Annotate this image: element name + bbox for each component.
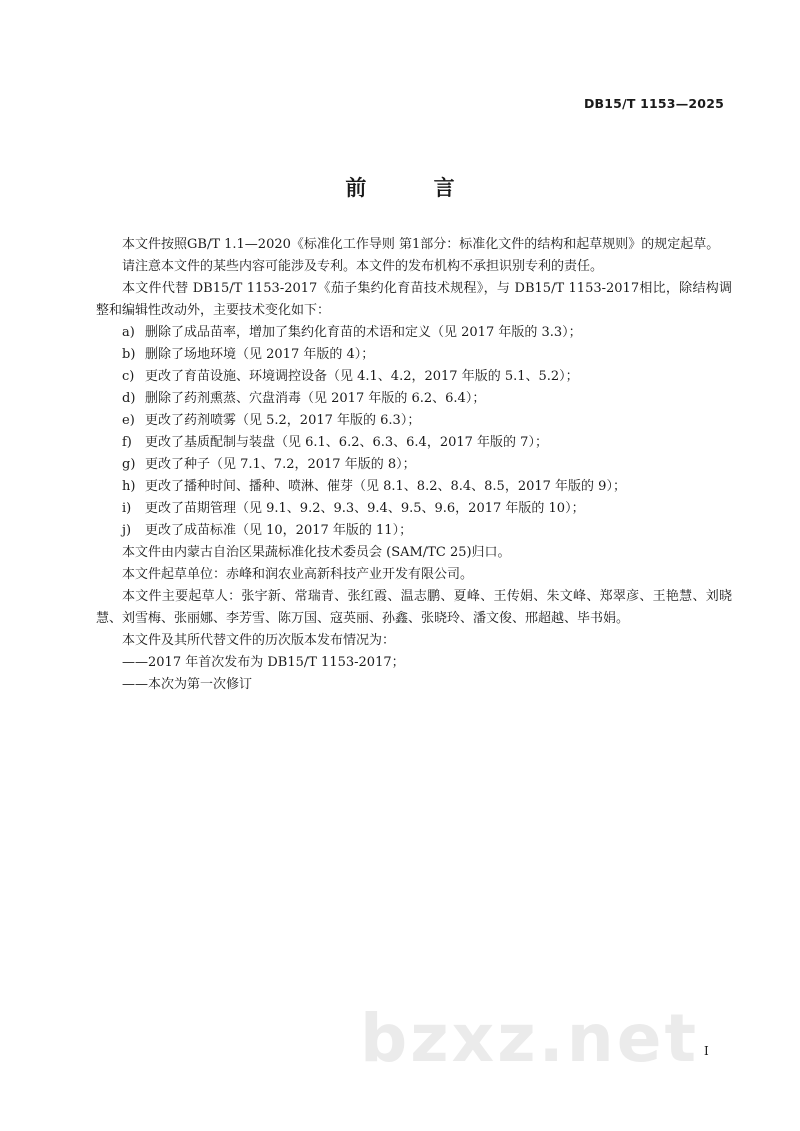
paragraph-version-2017: ——2017 年首次发布为 DB15/T 1153-2017；	[122, 655, 405, 670]
list-item-marker: f)	[122, 435, 132, 450]
paragraph-drafting-unit: 本文件起草单位：赤峰和润农业高新科技产业开发有限公司。	[122, 567, 474, 582]
document-code: DB15/T 1153—2025	[583, 96, 724, 111]
paragraph-replacement: 本文件代替 DB15/T 1153-2017《茄子集约化育苗技术规程》，与 DB15/T 1153-2017相比，除结构调整和编辑性改动外，主要技术变化如下：	[96, 281, 732, 318]
list-item-text: 更改了药剂喷雾（见 5.2，2017 年版的 6.3）；	[145, 413, 421, 428]
list-item-text: 更改了成苗标准（见 10，2017 年版的 11）；	[145, 523, 413, 538]
list-item-text: 更改了种子（见 7.1、7.2，2017 年版的 8）；	[145, 457, 416, 472]
paragraph-centralized-by: 本文件由内蒙古自治区果蔬标准化技术委员会 (SAM/TC 25)归口。	[122, 545, 511, 560]
list-item-marker: e)	[122, 413, 135, 428]
list-item-text: 更改了苗期管理（见 9.1、9.2、9.3、9.4、9.5、9.6，2017 年版的 10）；	[145, 501, 585, 516]
document-body	[96, 234, 732, 696]
list-item	[96, 344, 732, 366]
list-item-marker: j)	[122, 523, 132, 538]
page-title: 前 言	[345, 176, 485, 200]
list-item	[96, 432, 732, 454]
paragraph-current-revision: ——本次为第一次修订	[122, 677, 253, 692]
paragraph-patent-notice: 请注意本文件的某些内容可能涉及专利。本文件的发布机构不承担识别专利的责任。	[122, 259, 604, 274]
watermark: bzxz.net	[360, 1000, 700, 1077]
list-item	[96, 366, 732, 388]
list-item	[96, 520, 732, 542]
list-item-marker: i)	[122, 501, 132, 516]
list-item	[96, 388, 732, 410]
list-item	[96, 410, 732, 432]
list-item	[96, 476, 732, 498]
list-item-text: 更改了播种时间、播种、喷淋、催芽（见 8.1、8.2、8.4、8.5，2017 年版的 9）；	[145, 479, 626, 494]
list-item-marker: c)	[122, 369, 135, 384]
list-item-marker: b)	[122, 347, 136, 362]
page-number: I	[704, 1044, 709, 1058]
list-item	[96, 498, 732, 520]
list-item-marker: h)	[122, 479, 136, 494]
list-item-text: 删除了成品苗率，增加了集约化育苗的术语和定义（见 2017 年版的 3.3）；	[145, 325, 582, 340]
list-item-text: 更改了基质配制与装盘（见 6.1、6.2、6.3、6.4，2017 年版的 7）；	[145, 435, 548, 450]
list-item	[96, 322, 732, 344]
list-item-text: 删除了场地环境（见 2017 年版的 4）；	[145, 347, 375, 362]
paragraph-drafting-rules: 本文件按照GB/T 1.1—2020《标准化工作导则 第1部分：标准化文件的结构和起草规则》的规定起草。	[122, 237, 720, 252]
list-item-text: 更改了育苗设施、环境调控设备（见 4.1、4.2，2017 年版的 5.1、5.2）；	[145, 369, 579, 384]
list-item-marker: g)	[122, 457, 136, 472]
list-item-marker: a)	[122, 325, 135, 340]
list-item-text: 删除了药剂熏蒸、穴盘消毒（见 2017 年版的 6.2、6.4）；	[145, 391, 486, 406]
list-item	[96, 454, 732, 476]
paragraph-drafters: 本文件主要起草人：张宇新、常瑞青、张红霞、温志鹏、夏峰、王传娟、朱文峰、郑翠彦、王艳慧、刘晓慧、刘雪梅、张丽娜、李芳雪、陈万国、寇英丽、孙鑫、张晓玲、潘文俊、邢超越、毕书娟。	[96, 589, 732, 626]
paragraph-version-history: 本文件及其所代替文件的历次版本发布情况为：	[122, 633, 396, 648]
list-item-marker: d)	[122, 391, 136, 406]
changes-list	[96, 322, 732, 542]
